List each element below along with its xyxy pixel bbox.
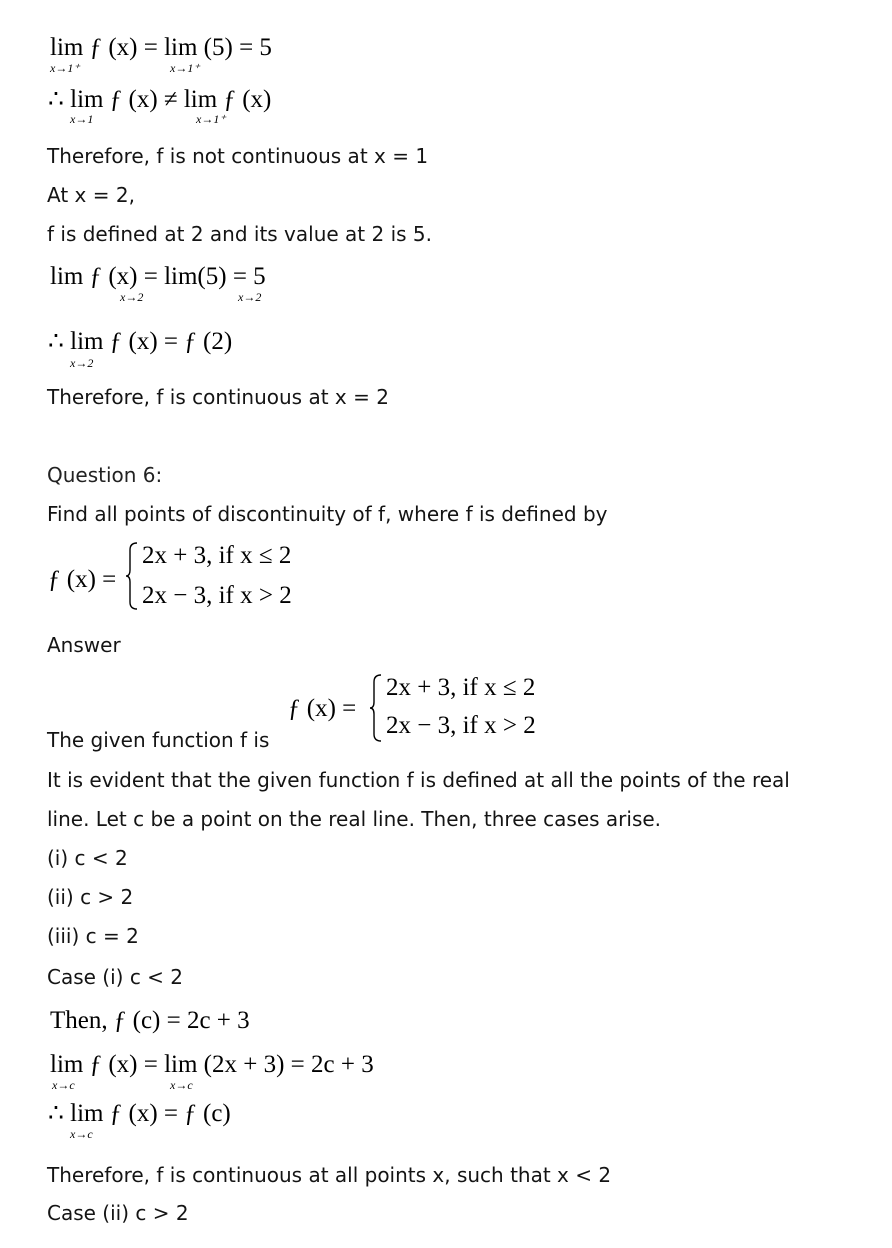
function-lhs: ƒ (x) = — [288, 695, 357, 722]
case-item: (i) c < 2 — [47, 846, 128, 870]
paragraph-line: It is evident that the given function f is defined at all the points of the real — [47, 768, 790, 792]
paragraph-line: line. Let c be a point on the real line. Then, three cases arise. — [47, 807, 662, 831]
question-label: Question 6: — [47, 463, 163, 487]
text-line: f is defined at 2 and its value at 2 is 5. — [47, 222, 432, 246]
limit-inequality: ∴ lim ƒ (x) ≠ lim ƒ (x) — [48, 86, 272, 113]
limit-equation-right: lim ƒ (x) = lim (5) = 5 — [50, 34, 272, 61]
limit-subscript: x→c — [52, 1078, 75, 1092]
limit-subscript: x→1⁺ — [50, 61, 80, 75]
limit-subscript: x→2 — [70, 356, 94, 370]
limit-subscript: x→2 — [238, 290, 262, 304]
function-lhs: ƒ (x) = — [48, 566, 117, 593]
question-text: Find all points of discontinuity of f, where f is defined by — [47, 502, 608, 526]
limit-subscript: x→c — [170, 1078, 193, 1092]
text-line: At x = 2, — [47, 183, 135, 207]
limit-subscript: x→2 — [120, 290, 144, 304]
case-item: (ii) c > 2 — [47, 885, 134, 909]
conclusion-text: Therefore, f is continuous at all points x, such that x < 2 — [47, 1163, 612, 1187]
answer-label: Answer — [47, 633, 121, 657]
case-heading: Case (ii) c > 2 — [47, 1201, 189, 1225]
piecewise-case: 2x + 3, if x ≤ 2 — [142, 542, 292, 569]
piecewise-case: 2x − 3, if x > 2 — [142, 582, 292, 609]
text-line: The given function f is — [47, 728, 270, 752]
case-item: (iii) c = 2 — [47, 924, 139, 948]
limit-subscript: x→c — [70, 1127, 93, 1141]
limit-subscript: x→1⁺ — [196, 112, 226, 126]
piecewise-case: 2x − 3, if x > 2 — [386, 712, 536, 739]
limit-subscript: x→1⁺ — [170, 61, 200, 75]
limit-equals-fc: ∴ lim ƒ (x) = ƒ (c) — [48, 1100, 231, 1127]
function-value: Then, ƒ (c) = 2c + 3 — [50, 1007, 250, 1034]
conclusion-text: Therefore, f is not continuous at x = 1 — [47, 144, 429, 168]
curly-brace — [369, 674, 383, 742]
curly-brace — [125, 542, 139, 610]
limit-subscript: x→1 — [70, 112, 94, 126]
limit-equation-2: lim ƒ (x) = lim(5) = 5 — [50, 263, 266, 290]
case-heading: Case (i) c < 2 — [47, 965, 184, 989]
limit-equals-value: ∴ lim ƒ (x) = ƒ (2) — [48, 328, 233, 355]
conclusion-text: Therefore, f is continuous at x = 2 — [47, 385, 389, 409]
limit-equation-c: lim ƒ (x) = lim (2x + 3) = 2c + 3 — [50, 1051, 374, 1078]
piecewise-case: 2x + 3, if x ≤ 2 — [386, 674, 536, 701]
